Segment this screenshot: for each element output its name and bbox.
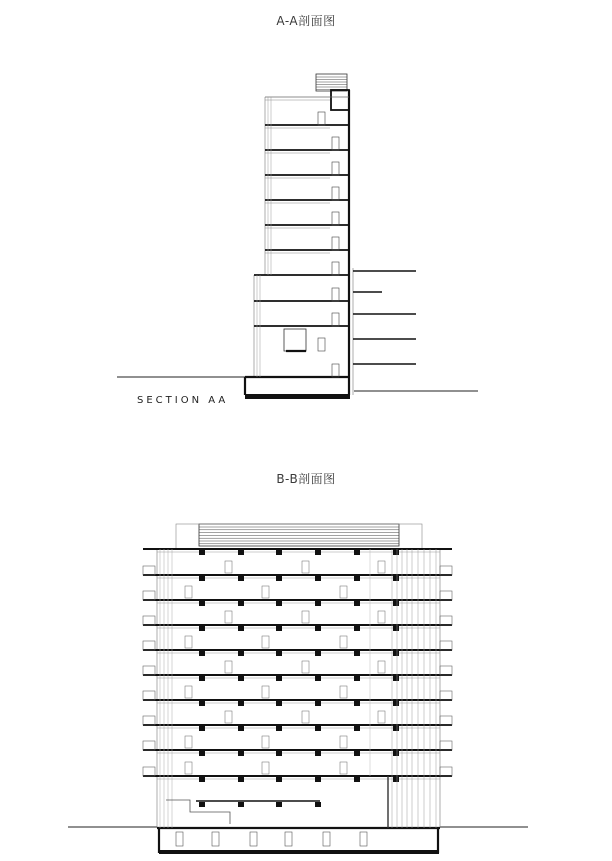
beam-block <box>315 576 321 581</box>
section-aa-label: SECTION AA <box>137 395 229 406</box>
door <box>262 762 269 774</box>
beam-block <box>199 651 205 656</box>
section-a-title: A-A剖面图 <box>276 14 336 28</box>
door <box>185 736 192 748</box>
balcony-left <box>143 591 155 600</box>
balcony-left <box>143 641 155 650</box>
beam-block <box>315 676 321 681</box>
beam-block <box>238 550 244 555</box>
balcony-right <box>440 691 452 700</box>
door <box>185 762 192 774</box>
beam-block <box>276 726 282 731</box>
beam-block <box>276 601 282 606</box>
basement-door <box>285 832 292 846</box>
beam-block <box>276 651 282 656</box>
beam-block <box>199 701 205 706</box>
beam-block <box>199 576 205 581</box>
roof-screen <box>199 524 399 546</box>
beam-block <box>199 550 205 555</box>
beam-block <box>315 626 321 631</box>
door <box>262 686 269 698</box>
beam-block <box>238 726 244 731</box>
beam-block <box>354 601 360 606</box>
basement-door <box>360 832 367 846</box>
beam-block <box>393 701 399 706</box>
beam-block <box>276 751 282 756</box>
beam-block <box>276 550 282 555</box>
balcony-right <box>440 741 452 750</box>
beam-block <box>315 802 321 807</box>
balcony-right <box>440 716 452 725</box>
balcony-left <box>143 767 155 776</box>
basement-door <box>212 832 219 846</box>
beam-block <box>199 751 205 756</box>
lobby-stair <box>166 800 230 824</box>
door <box>225 561 232 573</box>
basement-door <box>250 832 257 846</box>
door <box>302 611 309 623</box>
beam-block <box>238 601 244 606</box>
beam-block <box>393 676 399 681</box>
beam-block <box>199 626 205 631</box>
door <box>185 636 192 648</box>
door <box>302 711 309 723</box>
balcony-left <box>143 666 155 675</box>
door <box>302 661 309 673</box>
beam-block <box>354 676 360 681</box>
door <box>225 611 232 623</box>
beam-block <box>276 576 282 581</box>
beam-block <box>393 550 399 555</box>
beam-block <box>276 626 282 631</box>
beam-block <box>238 626 244 631</box>
beam-block <box>315 550 321 555</box>
beam-block <box>393 751 399 756</box>
beam-block <box>354 651 360 656</box>
balcony-right <box>440 566 452 575</box>
beam-block <box>315 751 321 756</box>
beam-block <box>276 676 282 681</box>
balcony-right <box>440 616 452 625</box>
door <box>378 711 385 723</box>
beam-block <box>354 576 360 581</box>
balcony-right <box>440 641 452 650</box>
door <box>340 686 347 698</box>
door <box>378 611 385 623</box>
door <box>340 736 347 748</box>
beam-block <box>354 701 360 706</box>
section-b-title: B-B剖面图 <box>276 472 336 486</box>
door <box>340 636 347 648</box>
beam-block <box>393 651 399 656</box>
beam-block <box>393 626 399 631</box>
door <box>185 686 192 698</box>
door <box>225 661 232 673</box>
beam-block <box>315 777 321 782</box>
roof-parapet <box>176 524 422 549</box>
basement-slab <box>159 850 439 854</box>
basement-door <box>323 832 330 846</box>
beam-block <box>276 802 282 807</box>
balcony-left <box>143 691 155 700</box>
beam-block <box>238 751 244 756</box>
balcony-right <box>440 666 452 675</box>
balcony-left <box>143 741 155 750</box>
beam-block <box>199 802 205 807</box>
beam-block <box>199 726 205 731</box>
beam-block <box>238 676 244 681</box>
door <box>185 586 192 598</box>
beam-block <box>354 777 360 782</box>
door <box>262 586 269 598</box>
beam-block <box>315 701 321 706</box>
door <box>378 661 385 673</box>
beam-block <box>315 651 321 656</box>
door <box>302 561 309 573</box>
door <box>340 762 347 774</box>
door <box>262 736 269 748</box>
door <box>340 586 347 598</box>
beam-block <box>199 601 205 606</box>
beam-block <box>315 726 321 731</box>
beam-block <box>393 726 399 731</box>
balcony-left <box>143 566 155 575</box>
door <box>262 636 269 648</box>
door <box>378 561 385 573</box>
beam-block <box>199 676 205 681</box>
balcony-left <box>143 716 155 725</box>
balcony-right <box>440 591 452 600</box>
beam-block <box>199 777 205 782</box>
beam-block <box>354 626 360 631</box>
beam-block <box>238 651 244 656</box>
balcony-left <box>143 616 155 625</box>
beam-block <box>393 576 399 581</box>
beam-block <box>354 726 360 731</box>
balcony-right <box>440 767 452 776</box>
beam-block <box>354 550 360 555</box>
beam-block <box>315 601 321 606</box>
beam-block <box>238 576 244 581</box>
beam-block <box>238 701 244 706</box>
beam-block <box>393 601 399 606</box>
beam-block <box>276 701 282 706</box>
beam-block <box>276 777 282 782</box>
door <box>225 711 232 723</box>
basement-door <box>176 832 183 846</box>
beam-block <box>238 802 244 807</box>
beam-block <box>393 777 399 782</box>
beam-block <box>238 777 244 782</box>
beam-block <box>354 751 360 756</box>
